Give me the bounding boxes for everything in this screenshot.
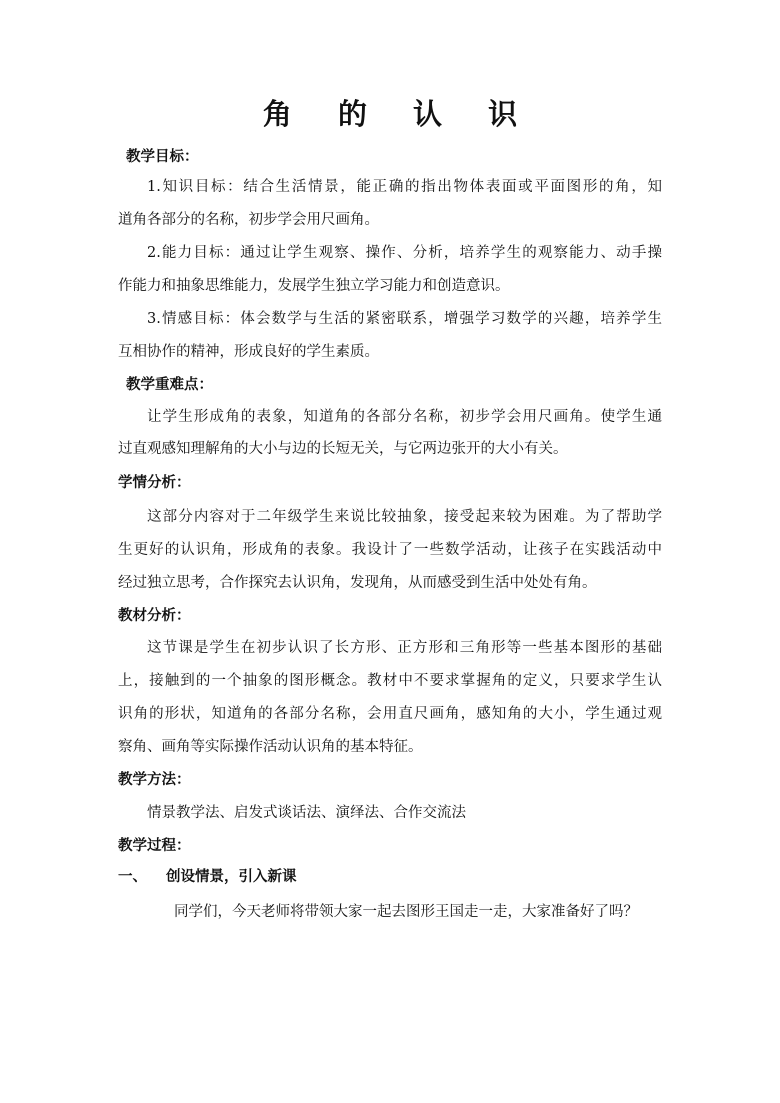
goal-emotion-line-2: 互相协作的精神，形成良好的学生素质。 — [118, 344, 379, 360]
goal-ability-line-1: 2.能力目标：通过让学生观察、操作、分析，培养学生的观察能力、动手操 — [147, 245, 662, 261]
goal-emotion-line-1: 3.情感目标：体会数学与生活的紧密联系，增强学习数学的兴趣，培养学生 — [147, 311, 662, 327]
heading-student-analysis: 学情分析： — [118, 475, 191, 491]
page-title: 角 的 认 识 — [262, 97, 536, 131]
student-analysis-line-2: 生更好的认识角，形成角的表象。我设计了一些数学活动，让孩子在实践活动中 — [118, 542, 662, 558]
material-analysis-line-4: 察角、画角等实际操作活动认识角的基本特征。 — [118, 739, 423, 755]
process-step-1-number: 一、 — [118, 869, 147, 885]
goal-ability-line-2: 作能力和抽象思维能力，发展学生独立学习能力和创造意识。 — [118, 278, 510, 294]
heading-key-points: 教学重难点： — [126, 377, 213, 393]
material-analysis-line-2: 上，接触到的一个抽象的图形概念。教材中不要求掌握角的定义，只要求学生认 — [118, 673, 662, 689]
student-analysis-line-3: 经过独立思考，合作探究去认识角，发现角，从而感受到生活中处处有角。 — [118, 575, 597, 591]
heading-teaching-methods: 教学方法： — [118, 772, 191, 788]
teaching-methods-line: 情景教学法、启发式谈话法、演绎法、合作交流法 — [147, 805, 466, 821]
material-analysis-line-1: 这节课是学生在初步认识了长方形、正方形和三角形等一些基本图形的基础 — [147, 640, 662, 656]
goal-knowledge-line-1: 1.知识目标：结合生活情景，能正确的指出物体表面或平面图形的角，知 — [147, 179, 662, 195]
student-analysis-line-1: 这部分内容对于二年级学生来说比较抽象，接受起来较为困难。为了帮助学 — [147, 509, 662, 525]
heading-material-analysis: 教材分析： — [118, 608, 191, 624]
material-analysis-line-3: 识角的形状，知道角的各部分名称，会用直尺画角，感知角的大小，学生通过观 — [118, 706, 662, 722]
key-points-line-2: 过直观感知理解角的大小与边的长短无关，与它两边张开的大小有关。 — [118, 441, 568, 457]
process-step-1-title: 创设情景，引入新课 — [166, 869, 297, 885]
heading-teaching-goals: 教学目标： — [126, 149, 199, 165]
heading-teaching-process: 教学过程： — [118, 838, 191, 854]
key-points-line-1: 让学生形成角的表象，知道角的各部分名称，初步学会用尺画角。使学生通 — [147, 409, 662, 425]
goal-knowledge-line-2: 道角各部分的名称，初步学会用尺画角。 — [118, 212, 379, 228]
process-step-1-text: 同学们，今天老师将带领大家一起去图形王国走一走，大家准备好了吗？ — [174, 904, 638, 920]
